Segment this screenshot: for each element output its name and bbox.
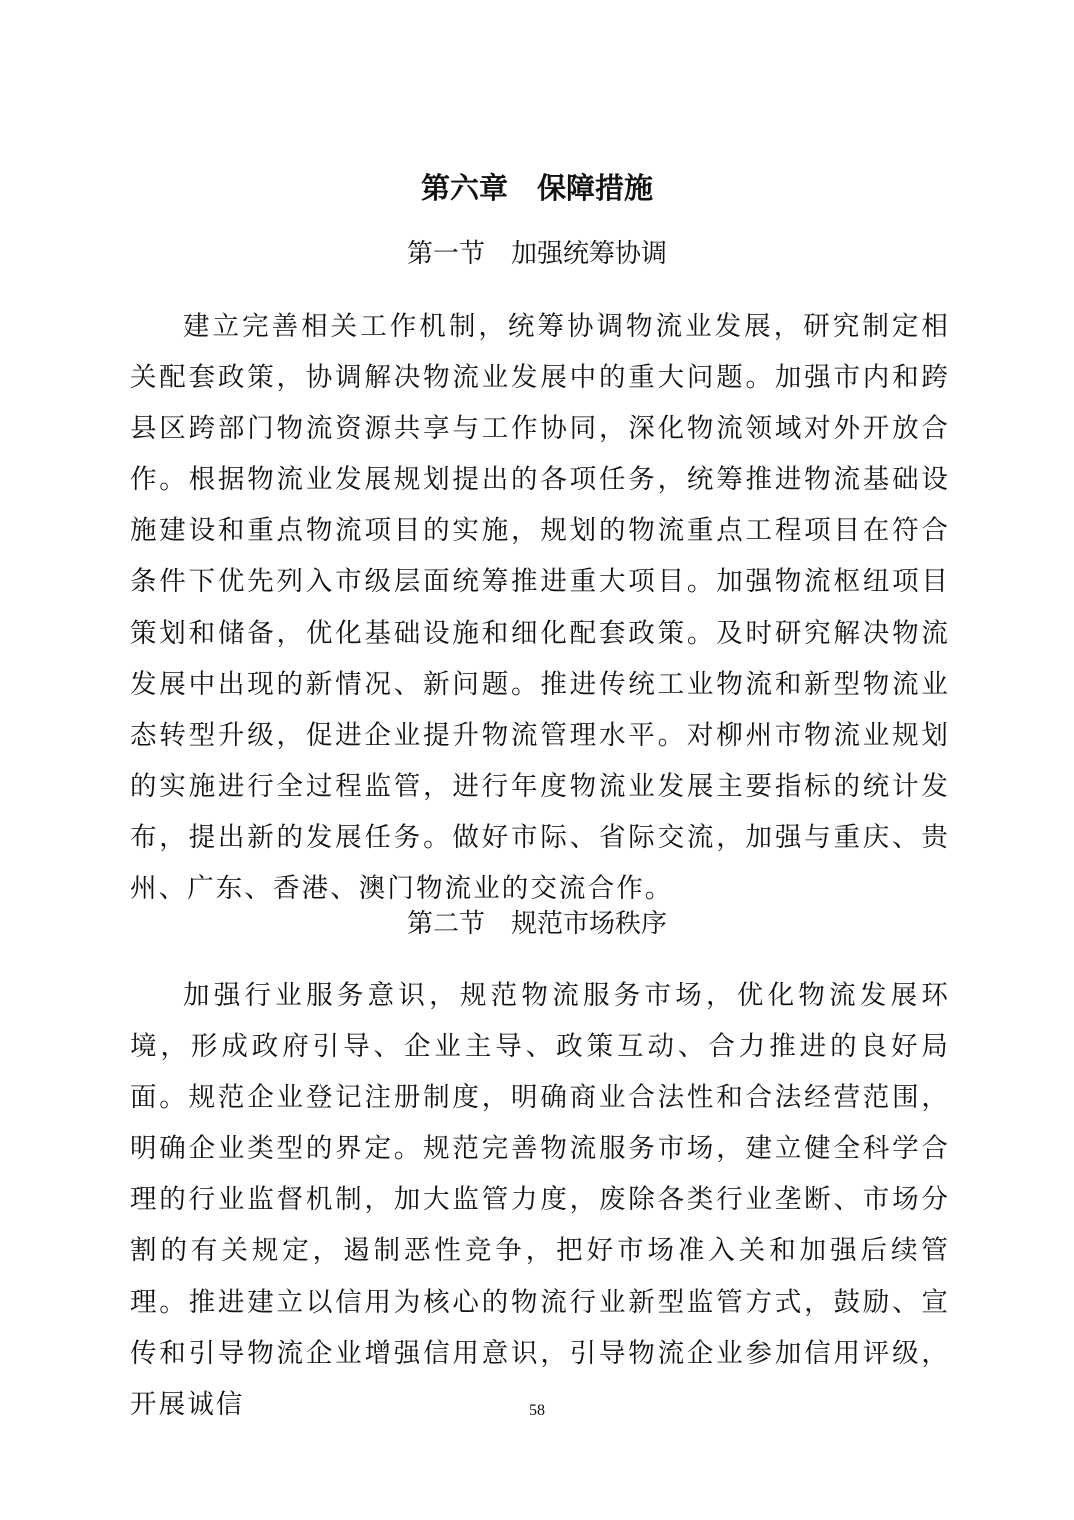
section-title: 第一节 加强统筹协调 bbox=[406, 239, 667, 269]
page-number: 58 bbox=[529, 1402, 545, 1419]
body-paragraph: 建立完善相关工作机制，统筹协调物流业发展，研究制定相关配套政策，协调解决物流业发展中的重大问题。加强市内和跨县区跨部门物流资源共享与工作协同，深化物流领域对外开放合作。根据物流业发展规划提出的各项任务，统筹推进物流基础设施建设和重点物流项目的实施，规划的物流重点工程项目在符合条件下优先列入市级层面统筹推进重大项目。加强物流枢纽项目策划和储备，优化基础设施和细化配套政策。及时研究解决物流发展中出现的新情况、新问题。推进传统工业物流和新型物流业态转型升级，促进企业提升物流管理水平。对柳州市物流业规划的实施进行全过程监管，进行年度物流业发展主要指标的统计发布，提出新的发展任务。做好市际、省际交流，加强与重庆、贵州、广东、香港、澳门物流业的交流合作。 bbox=[130, 311, 950, 905]
section-title: 第二节 规范市场秩序 bbox=[406, 909, 667, 939]
chapter-title: 第六章 保障措施 bbox=[420, 171, 653, 205]
body-paragraph: 加强行业服务意识，规范物流服务市场，优化物流发展环境，形成政府引导、企业主导、政策互动、合力推进的良好局面。规范企业登记注册制度，明确商业合法性和合法经营范围，明确企业类型的界定。规范完善物流服务市场，建立健全科学合理的行业监督机制，加大监管力度，废除各类行业垄断、市场分割的有关规定，遏制恶性竞争，把好市场准入关和加强后续管理。推进建立以信用为核心的物流行业新型监管方式，鼓励、宣传和引导物流企业增强信用意识，引导物流企业参加信用评级，开展诚信 bbox=[130, 980, 950, 1420]
